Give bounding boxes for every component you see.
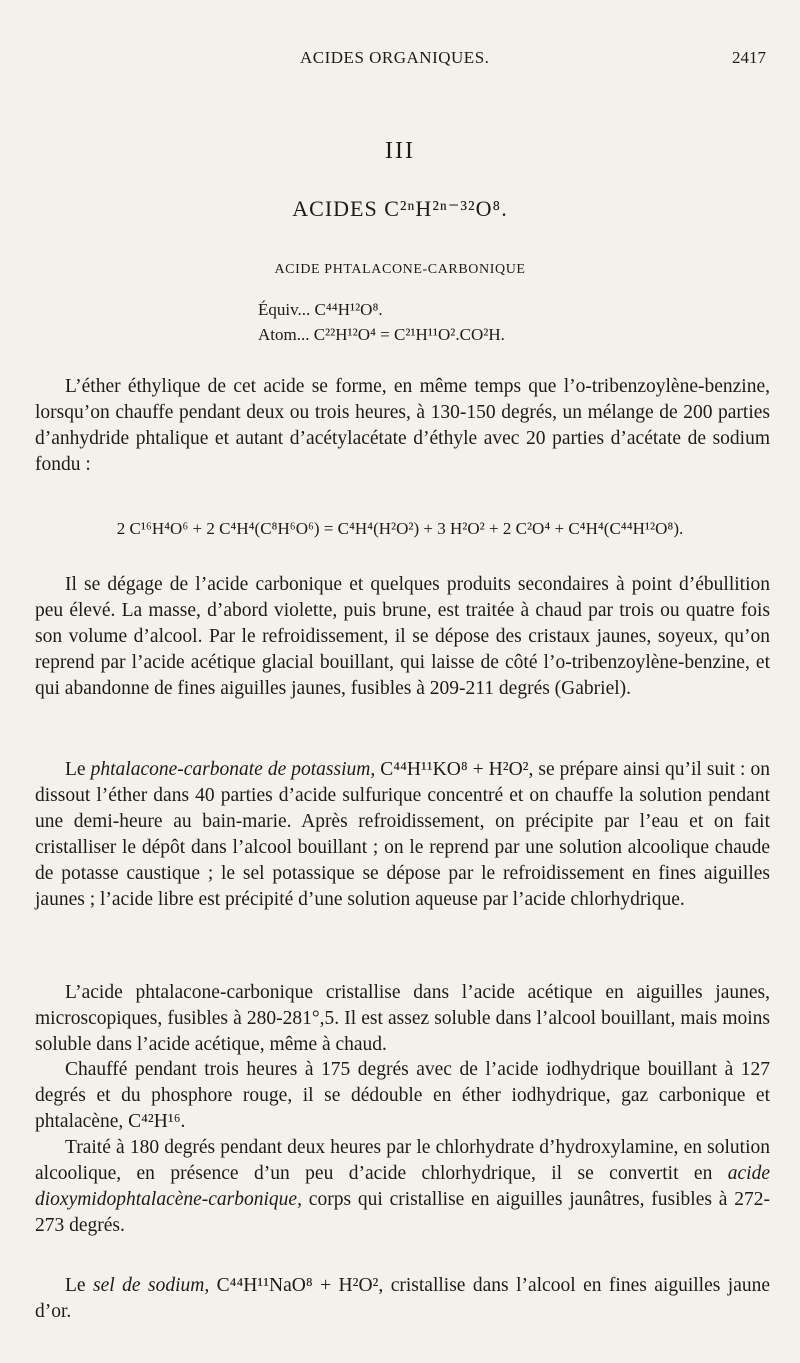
- p7-body: C⁴⁴H¹¹NaO⁸ + H²O², cristallise dans l’alcool en fines aiguilles jaune d’or.: [35, 1275, 771, 1322]
- paragraph-reduction: Chauffé pendant trois heures à 175 degrés avec de l’acide iodhydrique bouillant à 127 degrés et du phosphore rouge, il se dédouble en éther iodhydrique, gaz carbonique et phtalacène, C⁴²H¹⁶.: [35, 1059, 770, 1132]
- p6-prefix: Traité à 180 degrés pendant deux heures par le chlorhydrate d’hydroxylamine, en solution alcoolique, en présence d’un peu d’acide chlorhydrique, il se convertit en: [35, 1137, 770, 1184]
- p3-prefix: Le: [65, 759, 86, 780]
- p3-body: C⁴⁴H¹¹KO⁸ + H²O², se prépare ainsi qu’il suit : on dissout l’éther dans 40 parties d’acide sulfurique concentré et on chauffe la solution pendant une demi-heure au bain-marie. Après refroidissement, on précipite par l’eau et on fait cristalliser le dépôt dans l’alcool bouillant ; on le reprend par une solution alcoolique chaude de potasse caustique ; le sel potassique se dépose par le refroidissement en fines aiguilles jaunes ; l’acide libre est précipité d’une solution aqueuse par l’acide chlorhydrique.: [35, 759, 771, 910]
- compound-title: ACIDE PHTALACONE-CARBONIQUE: [274, 262, 526, 277]
- section-number: III: [385, 138, 415, 164]
- running-title: ACIDES ORGANIQUES.: [300, 48, 490, 67]
- atomic-formula: Atom... C²²H¹²O⁴ = C²¹H¹¹O².CO²H.: [258, 325, 505, 344]
- equivalent-formula: Équiv... C⁴⁴H¹²O⁸.: [258, 300, 383, 319]
- p7-prefix: Le: [65, 1275, 86, 1296]
- p3-italic-term: phtalacone-carbonate de potassium,: [90, 759, 376, 780]
- p6-italic-term: acide dioxymidophtalacène-carbonique,: [35, 1163, 771, 1210]
- p6-body: corps qui cristallise en aiguilles jaunâtres, fusibles à 272-273 degrés.: [35, 1189, 770, 1236]
- paragraph-hydroxylamine: [35, 1135, 770, 1239]
- reaction-equation: 2 C¹⁶H⁴O⁶ + 2 C⁴H⁴(C⁸H⁶O⁶) = C⁴H⁴(H²O²) + 3 H²O² + 2 C²O⁴ + C⁴H⁴(C⁴⁴H¹²O⁸).: [116, 519, 684, 538]
- paragraph-sodium-salt: [35, 1273, 770, 1325]
- page-number: 2417: [732, 48, 766, 67]
- paragraph-potassium-salt: [35, 757, 770, 913]
- running-header: [0, 48, 800, 78]
- paragraph-preparation: L’éther éthylique de cet acide se forme, en même temps que l’o-tribenzoylène-benzine, lorsqu’on chauffe pendant deux ou trois heures, à 130-150 degrés, un mélange de 200 parties d’anhydride phtalique et autant d’acétylacétate d’éthyle avec 20 parties d’acétate de sodium fondu :: [35, 376, 770, 475]
- paragraph-properties: L’acide phtalacone-carbonique cristallise dans l’acide acétique en aiguilles jaunes, microscopiques, fusibles à 280-281°,5. Il est assez soluble dans l’alcool bouillant, mais moins soluble dans l’acide acétique, même à chaud.: [35, 982, 770, 1055]
- paragraph-purification: Il se dégage de l’acide carbonique et quelques produits secondaires à point d’ébullition peu élevé. La masse, d’abord violette, puis brune, est traitée à chaud par trois ou quatre fois son volume d’alcool. Par le refroidissement, il se dépose des cristaux jaunes, soyeux, qu’on reprend par l’acide acétique glacial bouillant, qui laisse de côté l’o-tribenzoylène-benzine, et qui abandonne de fines aiguilles jaunes, fusibles à 209-211 degrés (Gabriel).: [35, 574, 770, 699]
- section-title: ACIDES C²ⁿH²ⁿ⁻³²O⁸.: [292, 196, 508, 221]
- p7-italic-term: sel de sodium,: [93, 1275, 210, 1296]
